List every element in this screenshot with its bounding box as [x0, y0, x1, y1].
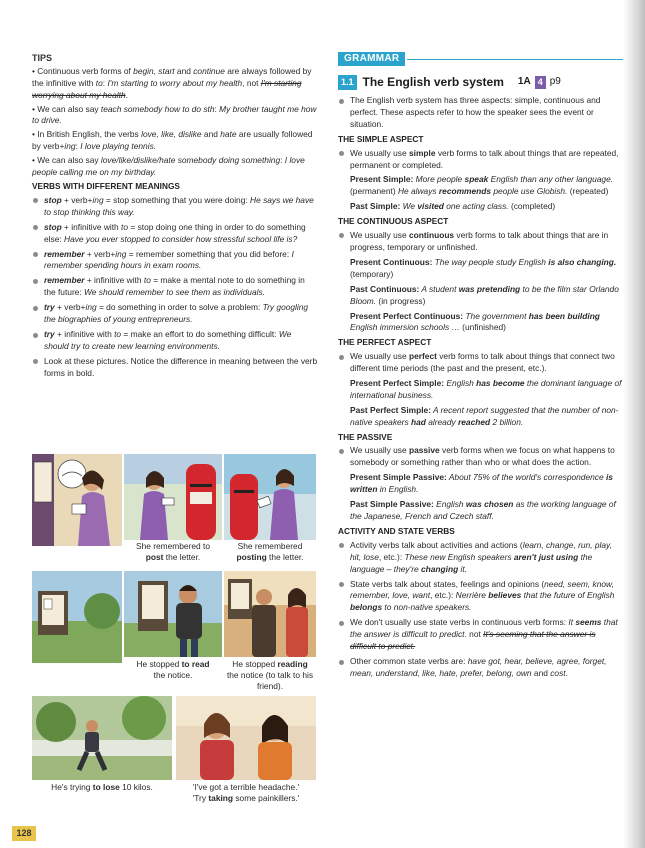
- list-item: We usually use passive verb forms when we focus on what happens to somebody or something rather than who or what does the action.: [338, 445, 623, 469]
- example-present-simple-passive: Present Simple Passive: About 75% of the world's correspondence is written in English.: [350, 472, 613, 495]
- perfect-aspect-heading: THE PERFECT ASPECT: [338, 337, 432, 348]
- caption-stopped-to-read: He stopped to read the notice.: [136, 659, 210, 680]
- illustration-noticeboard-woman: [32, 454, 122, 546]
- list-item: try + infinitive with to = make an effort to do something difficult: We should try to create new learning environments.: [32, 329, 318, 353]
- look-instruction: Look at these pictures. Notice the difference in meaning between the verb forms in bold.: [32, 356, 318, 380]
- illustration-man-reading-notice: [124, 571, 222, 657]
- illustration-man-running: [32, 696, 172, 780]
- illustration-man-running-svg: [32, 696, 172, 780]
- example-present-perfect-simple: Present Perfect Simple: English has become the dominant language of international business.: [350, 377, 622, 400]
- activity-state-heading: ACTIVITY AND STATE VERBS: [338, 525, 455, 536]
- example-present-simple: Present Simple: More people speak English than any other language. (permanent) He always recommends people use Globish. (repeated): [350, 174, 614, 197]
- tip-teach: • We can also say teach somebody how to do sth: My brother taught me how to drive.: [32, 103, 317, 126]
- caption-remembered-posting: She remembered posting the letter.: [236, 541, 304, 562]
- illustration-headache-friends-svg: [176, 696, 316, 780]
- activity-state-list: [338, 540, 623, 680]
- list-item: stop + verb+ing = stop something that you were doing: He says we have to stop thinking this way.: [32, 195, 318, 219]
- illustration-man-reading-notice-svg: [124, 571, 222, 657]
- caption-remembered-to-post: She remembered to post the letter.: [135, 541, 211, 562]
- list-item: We usually use perfect verb forms to talk about things that connect two different time periods (the past and the present, etc.).: [338, 351, 623, 375]
- illustration-noticeboard-woman-svg: [32, 454, 122, 546]
- page-edge-shadow: [623, 0, 645, 848]
- reference-box: 4: [535, 76, 546, 89]
- list-item: We usually use continuous verb forms to talk about things that are in progress, temporary or unfinished.: [338, 230, 623, 254]
- list-item: try + verb+ing = do something in order to solve a problem: Try googling the biographies of young entrepreneurs.: [32, 302, 318, 326]
- list-item: State verbs talk about states, feelings and opinions (need, seem, know, remember, love, want, etc.): Nerrière believes that the future of English belongs to non-native speakers.: [338, 579, 623, 615]
- section-title: The English verb system: [362, 75, 504, 89]
- illustration-headache-friends: [176, 696, 316, 780]
- example-past-simple-passive: Past Simple Passive: English was chosen as the working language of the Japanese, French and Czech staff.: [350, 499, 616, 522]
- example-present-continuous: Present Continuous: The way people study English is also changing. (temporary): [350, 256, 617, 279]
- list-item: remember + verb+ing = remember something that you did before: I remember spending hours in exam rooms.: [32, 249, 318, 273]
- example-present-perfect-continuous: Present Perfect Continuous: The government has been building English immersion schools … (unfinished): [350, 310, 600, 333]
- left-column: [32, 52, 318, 383]
- caption-try-taking: 'I've got a terrible headache.' 'Try taking some painkillers.': [192, 782, 300, 803]
- example-past-continuous: Past Continuous: A student was pretending to be the film star Orlando Bloom. (in progress): [350, 283, 619, 306]
- list-item: We usually use simple verb forms to talk about things that are repeated, permanent or completed.: [338, 148, 623, 172]
- list-item: stop + infinitive with to = stop doing one thing in order to do something else: Have you ever stopped to consider how stressful school life is?: [32, 222, 318, 246]
- page-number: 128: [12, 826, 36, 841]
- list-item: Activity verbs talk about activities and actions (learn, change, run, play, hit, lose, etc.): These new English speakers aren't just using the language – they're changing it.: [338, 540, 623, 576]
- section-reference: 1A 4 p9: [517, 76, 561, 88]
- simple-aspect-heading: THE SIMPLE ASPECT: [338, 133, 424, 144]
- example-past-perfect-simple: Past Perfect Simple: A recent report suggested that the number of non-native speakers had already reached 2 billion.: [350, 404, 619, 427]
- section-number: 1.1: [338, 75, 357, 90]
- grammar-intro: The English verb system has three aspects: simple, continuous and perfect. These aspects refer to how the speaker sees the event or situation.: [338, 95, 623, 131]
- caption-stopped-reading: He stopped reading the notice (to talk to his friend).: [226, 659, 314, 691]
- list-item: We don't usually use state verbs in continuous verb forms: It seems that the answer is difficult to predict. not It's seeming that the answer is difficult to predict.: [338, 617, 623, 653]
- caption-trying-to-lose: He's trying to lose 10 kilos.: [51, 782, 153, 792]
- example-past-simple: Past Simple: We visited one acting class. (completed): [350, 201, 556, 212]
- tip-continuous: • Continuous verb forms of begin, start and continue are always followed by the infinitive with to: I'm starting to worry about my health, not I'm starting worrying about my health.: [32, 65, 312, 100]
- illustration-postbox-remembering: [224, 454, 316, 540]
- grammar-banner: [338, 52, 623, 66]
- illustration-man-talking-friend-svg: [224, 571, 316, 657]
- section-title-row: [338, 74, 623, 91]
- illustration-man-talking-friend: [224, 571, 316, 657]
- tip-british: • In British English, the verbs love, like, dislike and hate are usually followed by verb+ing: I love playing tennis.: [32, 129, 313, 152]
- illustration-postbox-woman: [124, 454, 222, 540]
- illustration-postbox-woman-svg: [124, 454, 222, 540]
- list-item: remember + infinitive with to = make a mental note to do something in the future: We should remember to see them as individuals.: [32, 275, 318, 299]
- illustration-park-noticeboard: [32, 571, 122, 663]
- continuous-aspect-heading: THE CONTINUOUS ASPECT: [338, 216, 449, 227]
- grammar-rule: [407, 59, 623, 60]
- verbs-meanings-list: [32, 195, 318, 380]
- passive-heading: THE PASSIVE: [338, 431, 393, 442]
- illustration-park-noticeboard-svg: [32, 571, 122, 663]
- list-item: Other common state verbs are: have got, hear, believe, agree, forget, mean, understand, like, hate, prefer, belong, own and cost.: [338, 656, 623, 680]
- grammar-tag: GRAMMAR: [338, 52, 405, 66]
- tips-heading: TIPS: [32, 53, 53, 63]
- illustration-postbox-remembering-svg: [224, 454, 316, 540]
- right-column: [338, 52, 623, 683]
- tip-love-like: • We can also say love/like/dislike/hate somebody doing something: I love people calling me on my birthday.: [32, 155, 305, 178]
- verbs-meanings-heading: VERBS WITH DIFFERENT MEANINGS: [32, 181, 180, 192]
